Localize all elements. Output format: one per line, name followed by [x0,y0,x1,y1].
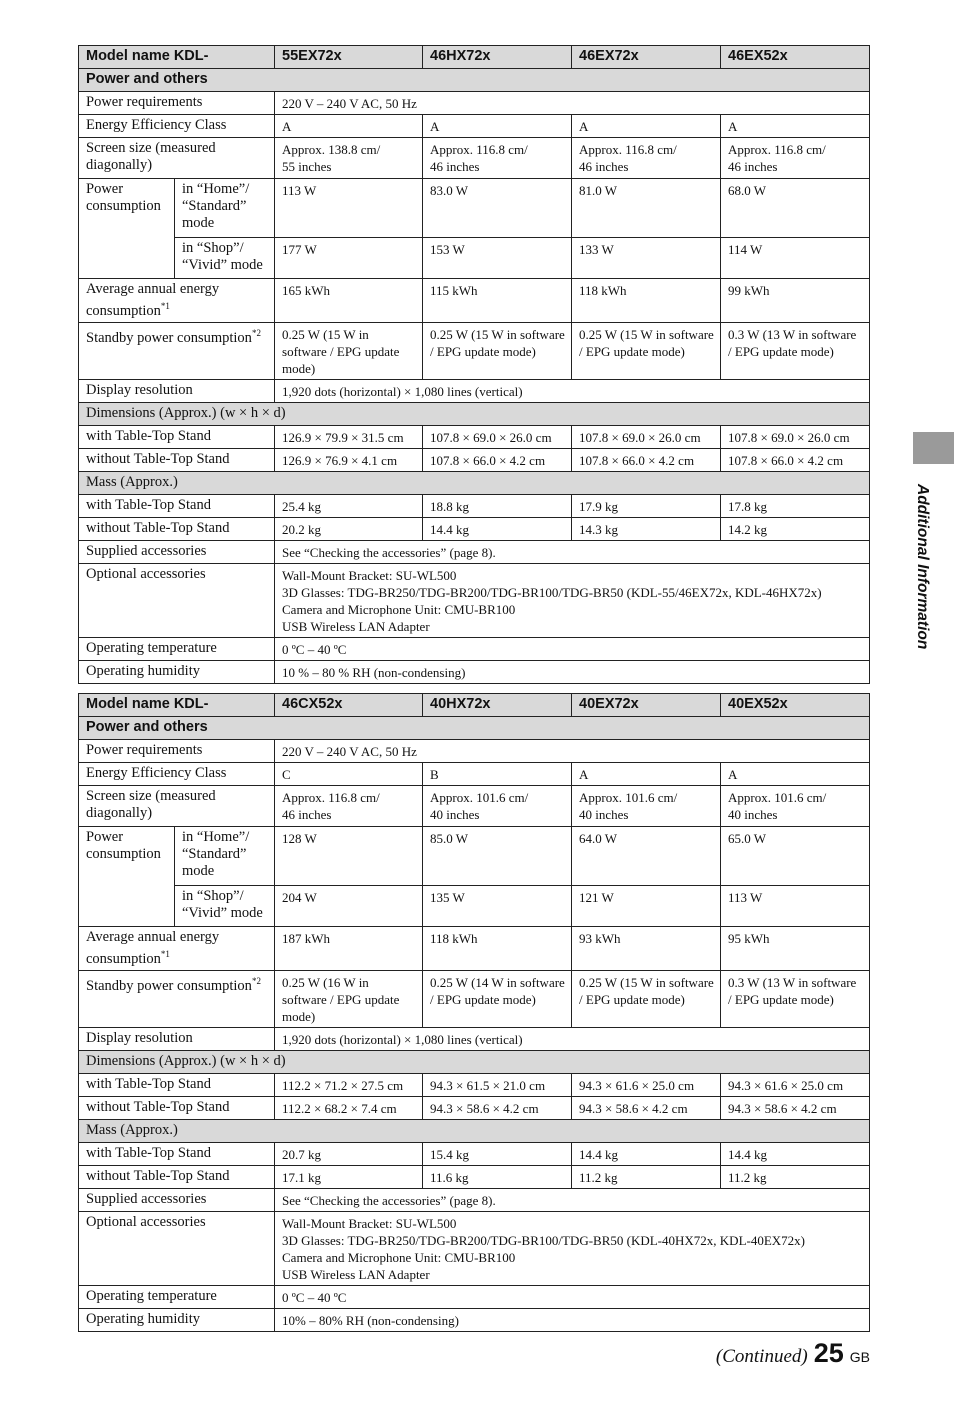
table-row [79,138,870,179]
table-row [79,637,870,660]
table-row [79,517,870,540]
model-name-label: Model name KDL- [79,46,275,69]
spec-cell: 187 kWh [275,927,423,971]
spec-cell: A [572,763,721,786]
spec-cell: 0.25 W (15 W in software / EPG update mode) [572,970,721,1027]
spec-cell: with Table-Top Stand [79,494,275,517]
spec-cell: 0.3 W (13 W in software / EPG update mode) [721,970,870,1027]
spec-cell: Power consumption [79,827,175,927]
section-row: Power and others [79,69,870,92]
spec-cell: C [275,763,423,786]
spec-cell: 113 W [275,179,423,238]
spec-cell: 118 kWh [572,279,721,323]
spec-cell: 107.8 × 66.0 × 4.2 cm [423,448,572,471]
spec-cell: 94.3 × 58.6 × 4.2 cm [423,1096,572,1119]
table-row [79,322,870,379]
spec-cell: 0.25 W (16 W in software / EPG update mode) [275,970,423,1027]
table-row [79,827,870,886]
spec-cell: 107.8 × 66.0 × 4.2 cm [721,448,870,471]
spec-cell: Operating temperature [79,1285,275,1308]
table-row [79,179,870,238]
table-row [79,886,870,927]
continued-label: (Continued) [715,1346,808,1367]
spec-cell: 93 kWh [572,927,721,971]
spec-cell: 11.2 kg [572,1165,721,1188]
spec-cell: 20.7 kg [275,1142,423,1165]
spec-cell: Approx. 101.6 cm/ 40 inches [572,786,721,827]
table-row [79,1073,870,1096]
model-name: 46CX52x [275,694,423,717]
spec-cell: 65.0 W [721,827,870,886]
spec-cell: Wall-Mount Bracket: SU-WL500 3D Glasses: TDG-BR250/TDG-BR200/TDG-BR100/TDG-BR50 (KDL-40HX72x, KDL-40EX72x) Camera and Microphone Unit: CMU-BR100 USB Wireless LAN Adapter [275,1211,870,1285]
spec-cell: 25.4 kg [275,494,423,517]
table-row [79,1285,870,1308]
spec-cell: Supplied accessories [79,540,275,563]
spec-cell: 99 kWh [721,279,870,323]
table-row [79,540,870,563]
spec-cell: 114 W [721,238,870,279]
spec-cell: 14.2 kg [721,517,870,540]
spec-cell: 17.8 kg [721,494,870,517]
spec-cell: 1,920 dots (horizontal) × 1,080 lines (vertical) [275,379,870,402]
spec-cell: 64.0 W [572,827,721,886]
spec-cell: without Table-Top Stand [79,517,275,540]
spec-cell: See “Checking the accessories” (page 8). [275,1188,870,1211]
model-name: 46HX72x [423,46,572,69]
spec-cell: Approx. 138.8 cm/ 55 inches [275,138,423,179]
table-row [79,1308,870,1331]
spec-cell: 85.0 W [423,827,572,886]
spec-cell: 0.25 W (15 W in software / EPG update mode) [423,322,572,379]
spec-cell: 68.0 W [721,179,870,238]
model-name: 40EX72x [572,694,721,717]
page-number: 25 [813,1338,844,1368]
table-row [79,379,870,402]
spec-cell: 10 % – 80 % RH (non-condensing) [275,660,870,683]
spec-cell: 121 W [572,886,721,927]
spec-cell: Supplied accessories [79,1188,275,1211]
spec-cell: 153 W [423,238,572,279]
spec-cell: Energy Efficiency Class [79,115,275,138]
subsection-row: Mass (Approx.) [79,1119,870,1142]
table-row [79,1188,870,1211]
page-suffix: GB [849,1349,870,1365]
spec-cell: 11.2 kg [721,1165,870,1188]
spec-cell: in “Home”/ “Standard” mode [175,179,275,238]
model-name-label: Model name KDL- [79,694,275,717]
spec-cell: 14.4 kg [572,1142,721,1165]
spec-cell: 107.8 × 69.0 × 26.0 cm [572,425,721,448]
spec-cell: 0.25 W (14 W in software / EPG update mode) [423,970,572,1027]
spec-cell: 94.3 × 61.6 × 25.0 cm [721,1073,870,1096]
spec-cell: 0.3 W (13 W in software / EPG update mode) [721,322,870,379]
spec-cell: with Table-Top Stand [79,425,275,448]
page-footer [716,1338,870,1369]
table-row [79,660,870,683]
spec-cell: 118 kWh [423,927,572,971]
table-row [79,1142,870,1165]
spec-cell: 107.8 × 69.0 × 26.0 cm [721,425,870,448]
spec-cell: 17.9 kg [572,494,721,517]
spec-cell: 0 ºC – 40 ºC [275,1285,870,1308]
spec-cell: 14.4 kg [423,517,572,540]
model-name: 46EX52x [721,46,870,69]
spec-cell: with Table-Top Stand [79,1073,275,1096]
table-row [79,740,870,763]
table-header-row [79,694,870,717]
spec-cell: Optional accessories [79,1211,275,1285]
spec-cell: Power requirements [79,92,275,115]
model-name: 40HX72x [423,694,572,717]
spec-cell: 15.4 kg [423,1142,572,1165]
spec-cell: without Table-Top Stand [79,448,275,471]
table-row [79,763,870,786]
spec-cell: 0.25 W (15 W in software / EPG update mode) [275,322,423,379]
spec-cell: See “Checking the accessories” (page 8). [275,540,870,563]
table-row [79,92,870,115]
spec-cell: 220 V – 240 V AC, 50 Hz [275,92,870,115]
spec-cell: Screen size (measured diagonally) [79,786,275,827]
spec-cell: 220 V – 240 V AC, 50 Hz [275,740,870,763]
spec-cell: 20.2 kg [275,517,423,540]
spec-cell: Screen size (measured diagonally) [79,138,275,179]
section-row: Power and others [79,717,870,740]
spec-cell: A [423,115,572,138]
table-row [79,1027,870,1050]
spec-cell: Operating humidity [79,1308,275,1331]
table-header-row [79,46,870,69]
spec-cell: with Table-Top Stand [79,1142,275,1165]
spec-table [78,45,870,684]
spec-cell: Power consumption [79,179,175,279]
spec-cell: A [572,115,721,138]
spec-cell: 83.0 W [423,179,572,238]
spec-cell: Approx. 116.8 cm/ 46 inches [275,786,423,827]
spec-cell: 112.2 × 71.2 × 27.5 cm [275,1073,423,1096]
spec-cell: 94.3 × 58.6 × 4.2 cm [721,1096,870,1119]
spec-cell: Energy Efficiency Class [79,763,275,786]
spec-cell: in “Shop”/ “Vivid” mode [175,886,275,927]
spec-cell: 112.2 × 68.2 × 7.4 cm [275,1096,423,1119]
spec-cell: 18.8 kg [423,494,572,517]
table-row [79,1211,870,1285]
spec-cell: Display resolution [79,1027,275,1050]
spec-cell: 126.9 × 76.9 × 4.1 cm [275,448,423,471]
spec-cell: in “Shop”/ “Vivid” mode [175,238,275,279]
spec-cell: Wall-Mount Bracket: SU-WL500 3D Glasses: TDG-BR250/TDG-BR200/TDG-BR100/TDG-BR50 (KDL-55/46EX72x, KDL-46HX72x) Camera and Microphone Unit: CMU-BR100 USB Wireless LAN Adapter [275,563,870,637]
spec-cell: Approx. 116.8 cm/ 46 inches [721,138,870,179]
model-name: 46EX72x [572,46,721,69]
spec-cell: 128 W [275,827,423,886]
spec-cell: without Table-Top Stand [79,1165,275,1188]
spec-cell: Display resolution [79,379,275,402]
spec-cell: Standby power consumption$^{*2}$ [79,970,275,1027]
spec-cell: 177 W [275,238,423,279]
table-row [79,238,870,279]
spec-cell: Approx. 101.6 cm/ 40 inches [721,786,870,827]
spec-cell: 165 kWh [275,279,423,323]
spec-cell: 135 W [423,886,572,927]
table-row [79,494,870,517]
spec-cell: Average annual energy consumption$^{*1}$ [79,927,275,971]
spec-cell: 94.3 × 61.6 × 25.0 cm [572,1073,721,1096]
spec-cell: 107.8 × 69.0 × 26.0 cm [423,425,572,448]
spec-table [78,693,870,1332]
spec-cell: 204 W [275,886,423,927]
spec-cell: B [423,763,572,786]
spec-cell: A [721,115,870,138]
table-row [79,786,870,827]
spec-cell: Average annual energy consumption$^{*1}$ [79,279,275,323]
spec-cell: Standby power consumption$^{*2}$ [79,322,275,379]
side-tab-label: Additional Information [914,484,931,650]
spec-cell: 115 kWh [423,279,572,323]
model-name: 55EX72x [275,46,423,69]
spec-cell: 1,920 dots (horizontal) × 1,080 lines (vertical) [275,1027,870,1050]
spec-cell: Operating temperature [79,637,275,660]
table-row [79,970,870,1027]
spec-cell: 94.3 × 61.5 × 21.0 cm [423,1073,572,1096]
spec-cell: 10% – 80% RH (non-condensing) [275,1308,870,1331]
spec-cell: without Table-Top Stand [79,1096,275,1119]
table-row [79,279,870,323]
subsection-row: Dimensions (Approx.) (w × h × d) [79,402,870,425]
table-row [79,1165,870,1188]
spec-cell: 95 kWh [721,927,870,971]
table-row [79,1096,870,1119]
table-row [79,425,870,448]
spec-cell: 81.0 W [572,179,721,238]
spec-cell: Power requirements [79,740,275,763]
model-name: 40EX52x [721,694,870,717]
spec-cell: 17.1 kg [275,1165,423,1188]
spec-cell: 113 W [721,886,870,927]
spec-cell: A [275,115,423,138]
spec-cell: 14.3 kg [572,517,721,540]
spec-cell: A [721,763,870,786]
spec-cell: 94.3 × 58.6 × 4.2 cm [572,1096,721,1119]
spec-cell: Approx. 116.8 cm/ 46 inches [572,138,721,179]
subsection-row: Mass (Approx.) [79,471,870,494]
spec-cell: 133 W [572,238,721,279]
spec-cell: Optional accessories [79,563,275,637]
spec-cell: 0.25 W (15 W in software / EPG update mode) [572,322,721,379]
table-row [79,927,870,971]
spec-cell: 0 ºC – 40 ºC [275,637,870,660]
table-row [79,563,870,637]
spec-cell: in “Home”/ “Standard” mode [175,827,275,886]
spec-cell: Operating humidity [79,660,275,683]
spec-cell: 126.9 × 79.9 × 31.5 cm [275,425,423,448]
side-tab-marker [913,432,954,464]
spec-cell: Approx. 101.6 cm/ 40 inches [423,786,572,827]
subsection-row: Dimensions (Approx.) (w × h × d) [79,1050,870,1073]
spec-cell: Approx. 116.8 cm/ 46 inches [423,138,572,179]
spec-cell: 14.4 kg [721,1142,870,1165]
spec-cell: 107.8 × 66.0 × 4.2 cm [572,448,721,471]
table-row [79,115,870,138]
spec-cell: 11.6 kg [423,1165,572,1188]
table-row [79,448,870,471]
